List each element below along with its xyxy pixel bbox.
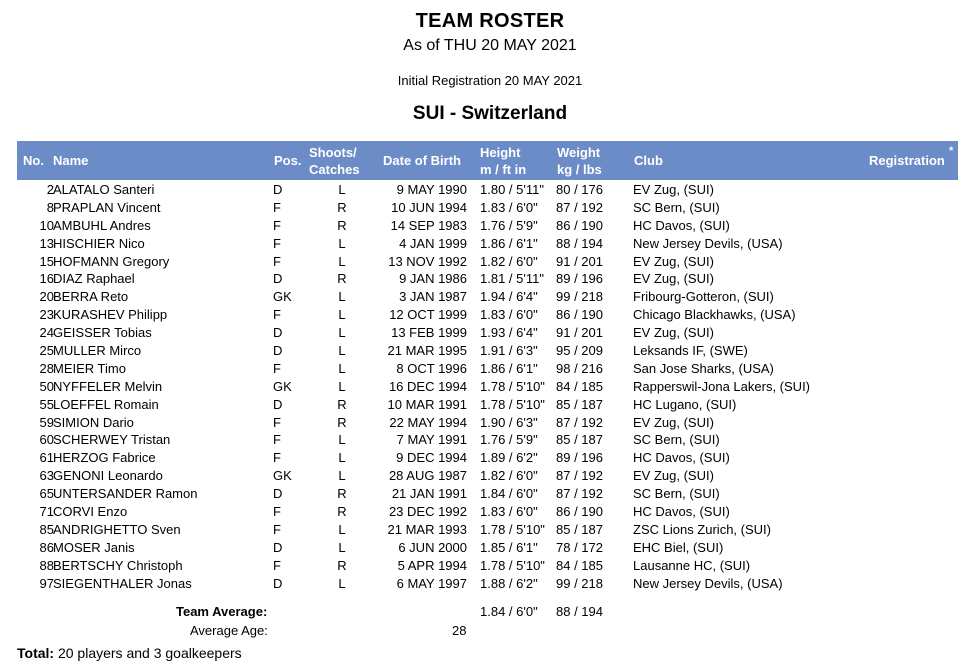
player-weight: 84 / 185 (556, 557, 603, 573)
player-position: GK (273, 378, 292, 394)
player-shoots-catches: R (337, 396, 347, 412)
player-shoots-catches: L (338, 539, 346, 555)
player-weight: 99 / 218 (556, 575, 603, 591)
player-shoots-catches: L (338, 432, 346, 448)
player-position: D (273, 343, 283, 359)
player-club: EV Zug, (SUI) (633, 325, 714, 341)
player-height: 1.94 / 6'4" (480, 289, 538, 305)
col-name: Name (53, 153, 89, 168)
player-position: D (273, 182, 283, 197)
player-name: GENONI Leonardo (53, 468, 163, 484)
player-number: 50 (39, 378, 54, 394)
player-number: 71 (39, 504, 54, 520)
table-row (17, 485, 958, 503)
player-name: HOFMANN Gregory (53, 253, 170, 269)
player-name: KURASHEV Philipp (53, 307, 168, 323)
player-number: 24 (39, 325, 54, 341)
player-position: D (273, 271, 283, 287)
player-height: 1.82 / 6'0" (480, 468, 538, 484)
player-name: DIAZ Raphael (53, 271, 135, 287)
roster-title: TEAM ROSTER (415, 10, 565, 32)
table-row (17, 449, 958, 467)
player-club: New Jersey Devils, (USA) (633, 575, 783, 591)
player-club: SC Bern, (SUI) (633, 432, 720, 448)
player-position: F (273, 414, 281, 430)
player-height: 1.89 / 6'2" (480, 450, 538, 466)
total-value: 20 players and 3 goalkeepers (57, 645, 242, 661)
col-pos: Pos. (274, 153, 302, 168)
player-weight: 87 / 192 (556, 468, 603, 484)
player-height: 1.86 / 6'1" (480, 360, 538, 376)
player-shoots-catches: L (338, 289, 346, 305)
player-weight: 84 / 185 (556, 378, 603, 394)
col-weight: Weight (557, 145, 601, 160)
player-height: 1.80 / 5'11" (480, 182, 544, 197)
player-position: F (273, 199, 281, 215)
total-label: Total: (17, 645, 55, 661)
player-name: GEISSER Tobias (53, 325, 152, 341)
player-height: 1.83 / 6'0" (480, 199, 538, 215)
player-club: HC Davos, (SUI) (633, 450, 730, 466)
table-row (17, 342, 958, 360)
player-birth-date: 23 DEC 1992 (388, 504, 467, 520)
player-shoots-catches: R (337, 199, 347, 215)
player-height: 1.78 / 5'10" (480, 396, 545, 412)
player-birth-date: 13 FEB 1999 (391, 325, 467, 341)
table-row (17, 396, 958, 414)
player-club: EV Zug, (SUI) (633, 253, 714, 269)
player-number: 59 (39, 414, 54, 430)
table-row (17, 181, 958, 199)
player-shoots-catches: L (338, 343, 346, 359)
player-birth-date: 7 MAY 1991 (396, 432, 467, 448)
player-club: Fribourg-Gotteron, (SUI) (633, 289, 774, 305)
player-height: 1.78 / 5'10" (480, 378, 545, 394)
player-birth-date: 10 MAR 1991 (387, 396, 467, 412)
player-club: HC Davos, (SUI) (633, 504, 730, 520)
table-row (17, 253, 958, 271)
player-number: 60 (39, 432, 54, 448)
player-name: LOEFFEL Romain (53, 396, 159, 412)
player-shoots-catches: L (338, 235, 346, 251)
player-height: 1.78 / 5'10" (480, 521, 545, 537)
player-weight: 95 / 209 (556, 343, 603, 359)
player-birth-date: 28 AUG 1987 (388, 468, 467, 484)
player-position: F (273, 432, 281, 448)
player-club: EV Zug, (SUI) (633, 414, 714, 430)
col-club: Club (634, 153, 663, 168)
player-club: EV Zug, (SUI) (633, 182, 714, 197)
player-height: 1.76 / 5'9" (480, 217, 538, 233)
player-number: 13 (39, 235, 54, 251)
player-weight: 86 / 190 (556, 307, 603, 323)
player-shoots-catches: L (338, 325, 346, 341)
player-weight: 89 / 196 (556, 271, 603, 287)
player-club: Rapperswil-Jona Lakers, (SUI) (633, 378, 811, 394)
player-weight: 85 / 187 (556, 396, 603, 412)
table-row (17, 270, 958, 288)
player-name: HISCHIER Nico (53, 235, 145, 251)
player-birth-date: 21 MAR 1995 (387, 343, 467, 359)
player-shoots-catches: L (338, 307, 346, 323)
player-weight: 87 / 192 (556, 414, 603, 430)
player-weight: 91 / 201 (556, 325, 603, 341)
player-height: 1.78 / 5'10" (480, 557, 545, 573)
player-birth-date: 9 DEC 1994 (396, 450, 467, 466)
player-number: 10 (39, 217, 54, 233)
player-shoots-catches: L (338, 575, 346, 591)
player-weight: 85 / 187 (556, 521, 603, 537)
player-club: New Jersey Devils, (USA) (633, 235, 783, 251)
player-birth-date: 3 JAN 1987 (399, 289, 467, 305)
player-shoots-catches: R (337, 414, 347, 430)
player-shoots-catches: L (338, 182, 346, 197)
player-number: 16 (39, 271, 54, 287)
player-weight: 91 / 201 (556, 253, 603, 269)
player-shoots-catches: L (338, 378, 346, 394)
player-position: F (273, 450, 281, 466)
table-row (17, 306, 958, 324)
player-weight: 98 / 216 (556, 360, 603, 376)
average-age-value: 28 (452, 623, 467, 638)
player-club: San Jose Sharks, (USA) (633, 360, 774, 376)
player-weight: 86 / 190 (556, 217, 603, 233)
player-number: 63 (39, 468, 54, 484)
player-weight: 87 / 192 (556, 486, 603, 502)
player-position: D (273, 396, 283, 412)
team-average-height: 1.84 / 6'0" (480, 604, 538, 619)
player-name: HERZOG Fabrice (53, 450, 156, 466)
player-shoots-catches: L (338, 253, 346, 269)
player-birth-date: 14 SEP 1983 (390, 217, 467, 233)
player-position: F (273, 235, 281, 251)
player-number: 2 (46, 182, 54, 197)
player-club: EV Zug, (SUI) (633, 271, 714, 287)
player-name: ALATALO Santeri (53, 182, 155, 197)
table-row (17, 288, 958, 306)
player-number: 61 (39, 450, 54, 466)
player-weight: 85 / 187 (556, 432, 603, 448)
player-shoots-catches: R (337, 557, 347, 573)
player-name: SCHERWEY Tristan (53, 432, 171, 448)
player-position: GK (273, 289, 292, 305)
player-name: AMBUHL Andres (53, 217, 151, 233)
registration-footnote-mark: * (949, 145, 954, 157)
player-weight: 88 / 194 (556, 235, 603, 251)
player-shoots-catches: L (338, 468, 346, 484)
table-row (17, 539, 958, 557)
col-registration: Registration (869, 153, 945, 168)
table-row (17, 503, 958, 521)
player-weight: 78 / 172 (556, 539, 603, 555)
player-number: 25 (39, 343, 54, 359)
table-row (17, 324, 958, 342)
col-weight-units: kg / lbs (557, 162, 602, 177)
player-number: 86 (39, 539, 54, 555)
player-list (17, 181, 958, 592)
team-country: SUI - Switzerland (412, 103, 568, 124)
average-age-label: Average Age: (190, 623, 268, 638)
player-birth-date: 4 JAN 1999 (399, 235, 467, 251)
player-club: Chicago Blackhawks, (USA) (633, 307, 796, 323)
table-row (17, 217, 958, 235)
player-position: GK (273, 468, 292, 484)
player-position: F (273, 253, 281, 269)
as-of-date: As of THU 20 MAY 2021 (403, 37, 577, 54)
player-height: 1.83 / 6'0" (480, 504, 538, 520)
player-weight: 87 / 192 (556, 199, 603, 215)
player-name: SIEGENTHALER Jonas (53, 575, 192, 591)
player-number: 15 (39, 253, 54, 269)
initial-registration: Initial Registration 20 MAY 2021 (397, 73, 583, 88)
player-birth-date: 9 JAN 1986 (399, 271, 467, 287)
player-weight: 80 / 176 (556, 182, 603, 197)
player-name: SIMION Dario (53, 414, 134, 430)
table-header (17, 141, 958, 180)
player-shoots-catches: R (337, 504, 347, 520)
player-club: Lausanne HC, (SUI) (633, 557, 751, 573)
player-shoots-catches: R (337, 486, 347, 502)
player-birth-date: 10 JUN 1994 (391, 199, 467, 215)
player-name: UNTERSANDER Ramon (53, 486, 198, 502)
player-position: F (273, 521, 281, 537)
player-shoots-catches: R (337, 271, 347, 287)
player-height: 1.85 / 6'1" (480, 539, 538, 555)
player-name: NYFFELER Melvin (53, 378, 163, 394)
player-shoots-catches: L (338, 360, 346, 376)
player-height: 1.91 / 6'3" (480, 343, 538, 359)
player-position: D (273, 575, 283, 591)
table-row (17, 467, 958, 485)
player-birth-date: 22 MAY 1994 (389, 414, 467, 430)
player-height: 1.76 / 5'9" (480, 432, 538, 448)
player-club: Leksands IF, (SWE) (633, 343, 748, 359)
player-club: SC Bern, (SUI) (633, 199, 720, 215)
player-weight: 89 / 196 (556, 450, 603, 466)
table-row (17, 199, 958, 217)
col-height: Height (480, 145, 521, 160)
player-club: HC Lugano, (SUI) (633, 396, 737, 412)
player-club: HC Davos, (SUI) (633, 217, 730, 233)
player-club: SC Bern, (SUI) (633, 486, 720, 502)
player-name: ANDRIGHETTO Sven (53, 521, 181, 537)
player-shoots-catches: L (338, 521, 346, 537)
col-dob: Date of Birth (383, 153, 461, 168)
col-shoots: Shoots/ (309, 145, 357, 160)
roster-total (17, 645, 242, 661)
player-number: 23 (39, 307, 54, 323)
player-name: MULLER Mirco (53, 343, 142, 359)
player-name: BERTSCHY Christoph (53, 557, 183, 573)
table-row (17, 431, 958, 449)
player-height: 1.88 / 6'2" (480, 575, 538, 591)
player-number: 97 (39, 575, 54, 591)
player-birth-date: 8 OCT 1996 (396, 360, 467, 376)
player-number: 8 (46, 199, 54, 215)
player-number: 85 (39, 521, 54, 537)
player-name: MOSER Janis (53, 539, 135, 555)
table-row (17, 414, 958, 432)
col-no: No. (23, 153, 44, 168)
player-birth-date: 12 OCT 1999 (389, 307, 467, 323)
player-shoots-catches: R (337, 217, 347, 233)
player-height: 1.93 / 6'4" (480, 325, 538, 341)
player-club: EHC Biel, (SUI) (633, 539, 724, 555)
player-position: D (273, 486, 283, 502)
table-row (17, 378, 958, 396)
player-birth-date: 21 JAN 1991 (391, 486, 467, 502)
player-number: 20 (39, 289, 54, 305)
col-catches: Catches (309, 162, 360, 177)
player-height: 1.83 / 6'0" (480, 307, 538, 323)
player-number: 65 (39, 486, 54, 502)
col-height-units: m / ft in (480, 162, 527, 177)
player-position: F (273, 307, 281, 323)
player-birth-date: 16 DEC 1994 (388, 378, 467, 394)
player-shoots-catches: L (338, 450, 346, 466)
player-height: 1.82 / 6'0" (480, 253, 538, 269)
player-weight: 86 / 190 (556, 504, 603, 520)
team-average-weight: 88 / 194 (556, 604, 603, 619)
table-row (17, 235, 958, 253)
player-birth-date: 9 MAY 1990 (396, 182, 467, 197)
team-average-label: Team Average: (176, 604, 268, 619)
table-row (17, 557, 958, 575)
player-position: D (273, 539, 283, 555)
table-row (17, 360, 958, 378)
player-height: 1.81 / 5'11" (480, 271, 544, 287)
player-name: BERRA Reto (53, 289, 129, 305)
player-height: 1.86 / 6'1" (480, 235, 538, 251)
player-club: ZSC Lions Zurich, (SUI) (633, 521, 771, 537)
player-birth-date: 6 MAY 1997 (396, 575, 467, 591)
player-height: 1.84 / 6'0" (480, 486, 538, 502)
table-row (17, 575, 958, 593)
player-birth-date: 13 NOV 1992 (388, 253, 467, 269)
player-birth-date: 21 MAR 1993 (387, 521, 467, 537)
player-position: F (273, 557, 281, 573)
player-number: 55 (39, 396, 54, 412)
player-position: F (273, 360, 281, 376)
player-weight: 99 / 218 (556, 289, 603, 305)
player-position: F (273, 504, 281, 520)
player-club: EV Zug, (SUI) (633, 468, 714, 484)
player-name: MEIER Timo (53, 360, 126, 376)
player-name: PRAPLAN Vincent (53, 199, 161, 215)
player-position: D (273, 325, 283, 341)
player-number: 28 (39, 360, 54, 376)
player-height: 1.90 / 6'3" (480, 414, 538, 430)
table-row (17, 521, 958, 539)
player-birth-date: 5 APR 1994 (397, 557, 467, 573)
player-position: F (273, 217, 281, 233)
player-number: 88 (39, 557, 54, 573)
player-birth-date: 6 JUN 2000 (398, 539, 467, 555)
player-name: CORVI Enzo (53, 504, 128, 520)
